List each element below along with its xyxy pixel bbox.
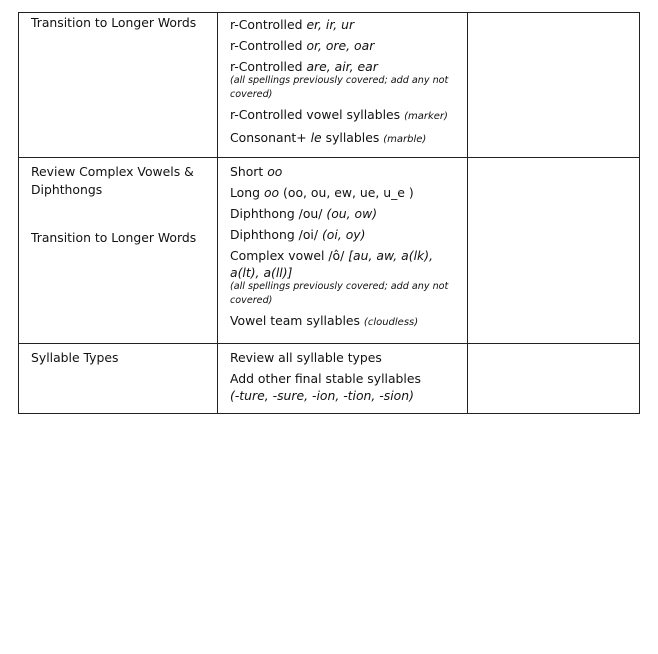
skill-item: Vowel team syllables (cloudless) <box>230 313 419 328</box>
topic-label: Diphthongs <box>31 182 103 197</box>
table-row <box>19 344 640 414</box>
skill-item: Long oo (oo, ou, ew, ue, u_e ) <box>230 185 414 200</box>
notes-cell <box>468 13 640 158</box>
skill-item: Diphthong /oi/ (oi, oy) <box>230 227 366 242</box>
table-row <box>19 13 640 158</box>
table-row <box>19 158 640 344</box>
skill-item: Add other final stable syllables (-ture, -sure, -ion, -tion, -sion) <box>230 371 421 403</box>
skill-note: (all spellings previously covered; add any not covered) <box>230 281 449 306</box>
skills-cell <box>218 344 468 414</box>
skill-item: r-Controlled are, air, ear (all spellings previously covered; add any not covered) <box>230 58 463 102</box>
notes-cell <box>468 344 640 414</box>
skills-cell <box>218 158 468 344</box>
skill-item: Short oo <box>230 164 283 179</box>
skills-cell <box>218 13 468 158</box>
topic-label: Syllable Types <box>31 350 119 365</box>
skill-item: Consonant+ le syllables (marble) <box>230 130 427 145</box>
topic-label: Transition to Longer Words <box>31 230 197 245</box>
topic-cell <box>19 13 218 158</box>
topic-cell <box>19 344 218 414</box>
topic-label: Transition to Longer Words <box>31 15 197 30</box>
skill-item: Diphthong /ou/ (ou, ow) <box>230 206 378 221</box>
topic-cell <box>19 158 218 344</box>
skill-note: (all spellings previously covered; add any not covered) <box>230 75 449 100</box>
curriculum-table <box>18 12 640 414</box>
skill-item: r-Controlled er, ir, ur <box>230 17 355 32</box>
skill-item: Complex vowel /ô/ [au, aw, a(lk), a(lt), a(ll)] (all spellings previously covered; add any not covered) <box>230 247 463 308</box>
skill-item: Review all syllable types <box>230 350 382 365</box>
skill-item: r-Controlled vowel syllables (marker) <box>230 107 448 122</box>
skill-item: r-Controlled or, ore, oar <box>230 38 375 53</box>
notes-cell <box>468 158 640 344</box>
topic-label: Review Complex Vowels & <box>31 164 194 179</box>
